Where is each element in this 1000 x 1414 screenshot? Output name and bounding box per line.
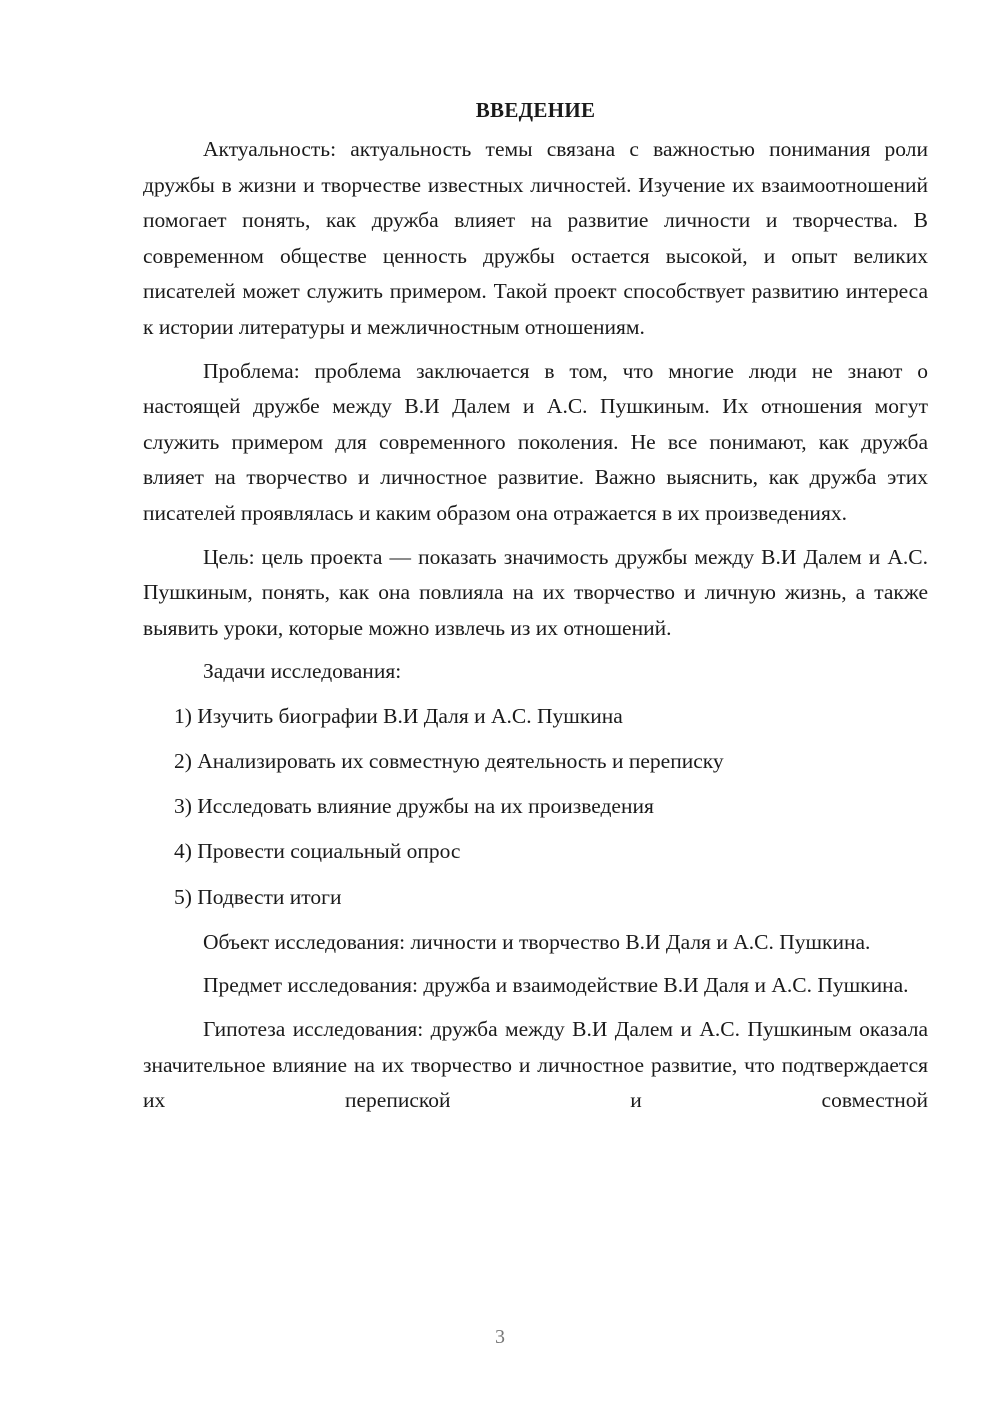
tasks-list bbox=[143, 699, 928, 915]
list-item: 3) Исследовать влияние дружбы на их произведения bbox=[174, 794, 654, 819]
paragraph-hypothesis: Гипотеза исследования: дружба между В.И Далем и А.С. Пушкиным оказала значительное влияние на их творчество и личностное развитие, что подтверждается их перепиской и совместной bbox=[143, 1017, 928, 1113]
section-title: ВВЕДЕНИЕ bbox=[475, 98, 596, 122]
paragraph-goal: Цель: цель проекта — показать значимость дружбы между В.И Далем и А.С. Пушкиным, понять, как она повлияла на их творчество и личную жизнь, а также выявить уроки, которые можно извлечь из их отношений. bbox=[143, 544, 928, 640]
list-item: 2) Анализировать их совместную деятельность и переписку bbox=[174, 749, 724, 774]
paragraph-problem: Проблема: проблема заключается в том, что многие люди не знают о настоящей дружбе между В.И Далем и А.С. Пушкиным. Их отношения могут служить примером для современного поколения. Не все понимают, как дружба влияет на творчество и личностное развитие. Важно выяснить, как дружба этих писателей проявлялась и каким образом она отражается в их произведениях. bbox=[143, 358, 928, 525]
page-number: 3 bbox=[495, 1326, 505, 1348]
list-item: 1) Изучить биографии В.И Даля и А.С. Пушкина bbox=[174, 703, 623, 728]
paragraph-subject: Предмет исследования: дружба и взаимодействие В.И Даля и А.С. Пушкина. bbox=[203, 973, 909, 998]
tasks-heading: Задачи исследования: bbox=[203, 659, 402, 684]
list-item: 4) Провести социальный опрос bbox=[174, 839, 461, 864]
document-page bbox=[143, 92, 928, 1127]
paragraph-relevance: Актуальность: актуальность темы связана с важностью понимания роли дружбы в жизни и творчестве известных личностей. Изучение их взаимоотношений помогает понять, как дружба влияет на развитие личности и творчества. В современном обществе ценность дружбы остается высокой, и опыт великих писателей может служить примером. Такой проект способствует развитию интереса к истории литературы и межличностным отношениям. bbox=[143, 137, 928, 339]
paragraph-object: Объект исследования: личности и творчество В.И Даля и А.С. Пушкина. bbox=[203, 929, 871, 954]
list-item: 5) Подвести итоги bbox=[174, 884, 342, 909]
